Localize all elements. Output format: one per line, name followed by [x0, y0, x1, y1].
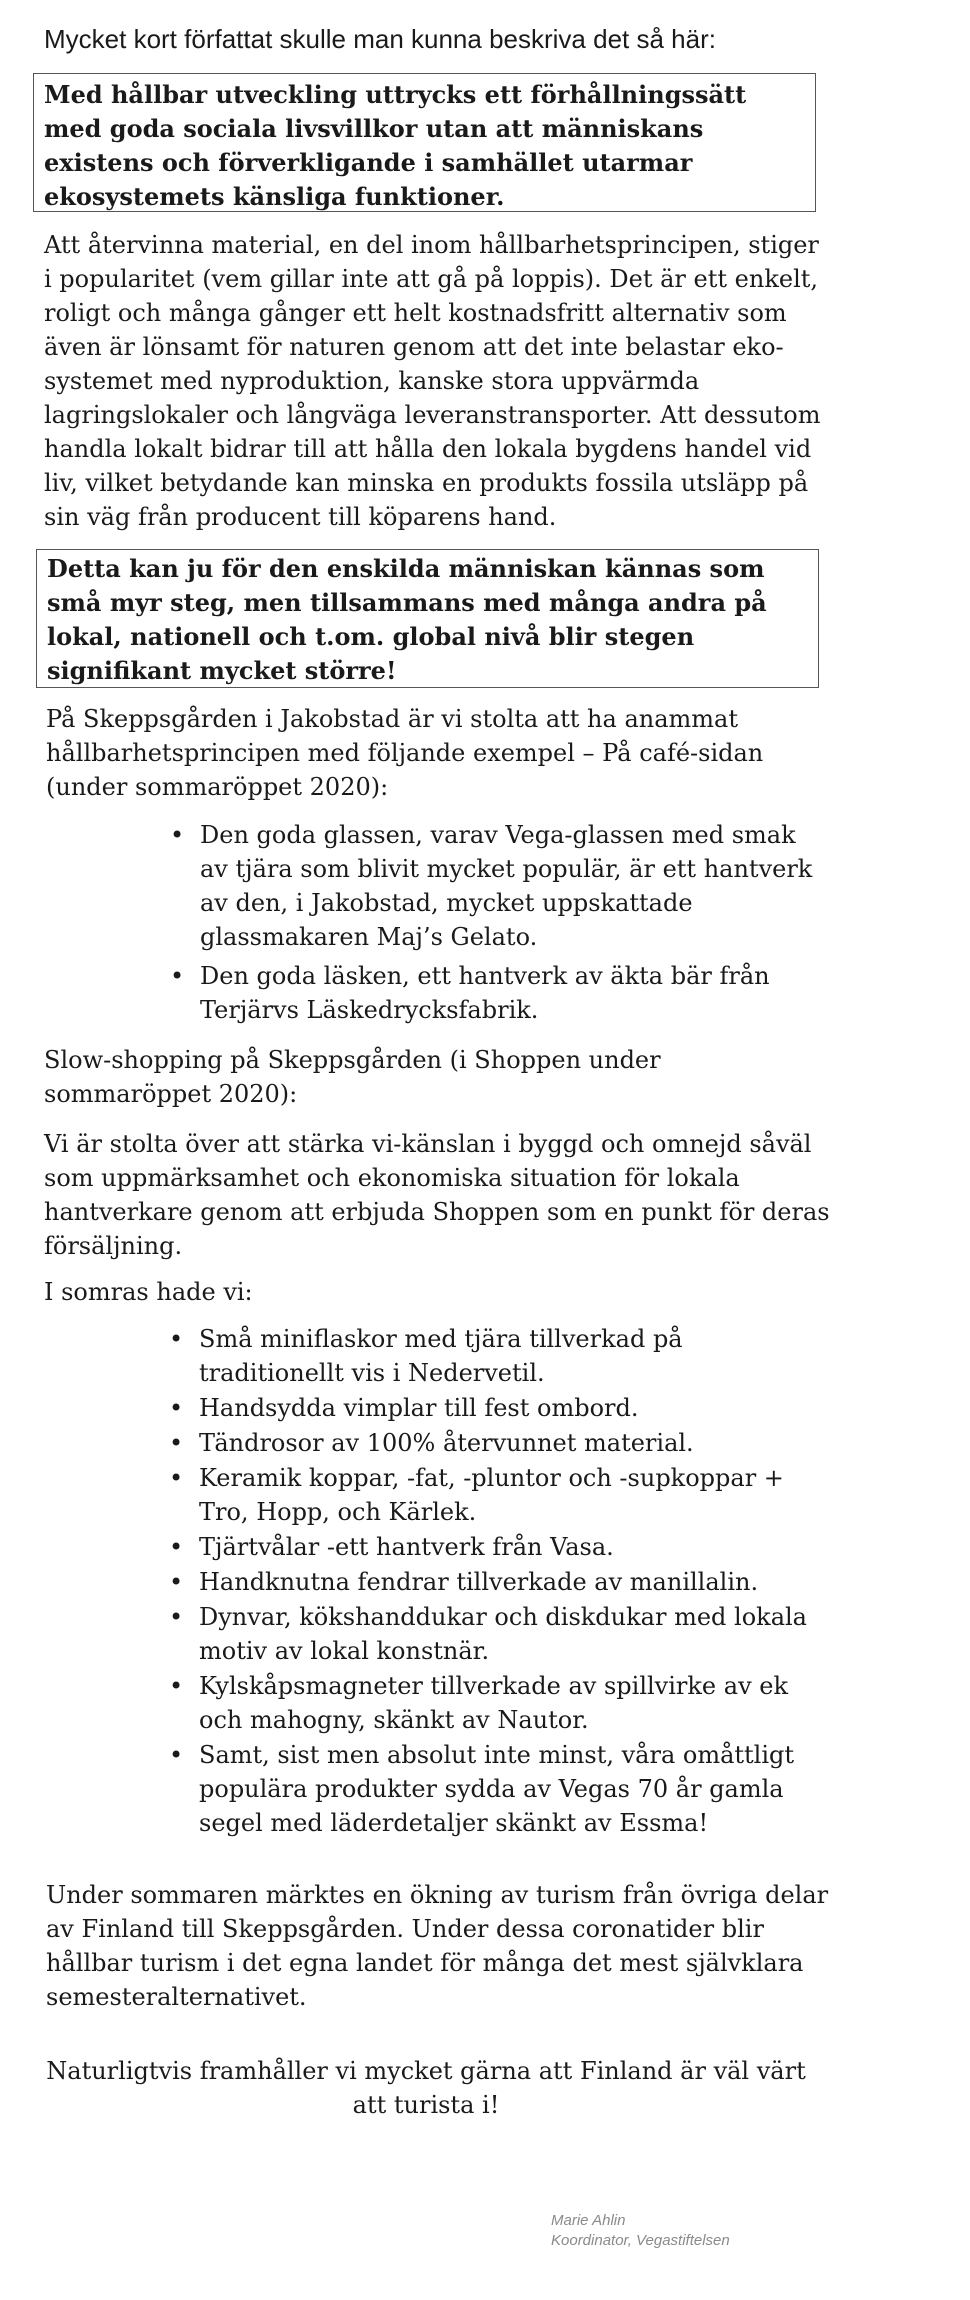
paragraph-recycling: Att återvinna material, en del inom hållbarhetsprincipen, stiger i popularitet (vem gillar inte att gå på loppis). Det är ett enkelt, roligt och många gånger ett helt kostnadsfritt alternativ som även är lönsamt för naturen genom att det inte belastar eko-systemet med nyproduktion, kanske stora uppvärmda lagringslokaler och långväga leveranstransporter. Att dessutom handla lokalt bidrar till att hålla den lokala bygdens handel vid liv, vilket betydande kan minska en produkts fossila utsläpp på sin väg från producent till köparens hand.: [44, 231, 821, 531]
intro-text: Mycket kort författat skulle man kunna beskriva det så här:: [44, 24, 716, 54]
list-item: • Handknutna fendrar tillverkade av manillalin.: [169, 1565, 819, 1599]
cafe-items-list: [170, 818, 820, 1032]
list-item: • Samt, sist men absolut inte minst, våra omåttligt populära produkter sydda av Vegas 70 år gamla segel med läderdetaljer skänkt av Essma!: [169, 1738, 819, 1840]
paragraph-last-summer: I somras hade vi:: [44, 1278, 253, 1306]
paragraph-local-craftsmen: Vi är stolta över att stärka vi-känslan i byggd och omnejd såväl som uppmärksamhet och ekonomiska situation för lokala hantverkare genom att erbjuda Shoppen som en punkt för deras försäljning.: [44, 1130, 830, 1260]
list-item: • Den goda glassen, varav Vega-glassen med smak av tjära som blivit mycket populär, är ett hantverk av den, i Jakobstad, mycket uppskattade glassmakaren Maj’s Gelato.: [170, 818, 820, 954]
paragraph-slow-shopping: Slow-shopping på Skeppsgården (i Shoppen under sommaröppet 2020):: [44, 1046, 661, 1108]
closing-statement: Naturligtvis framhåller vi mycket gärna att Finland är väl värt att turista i!: [46, 2057, 806, 2119]
paragraph-skeppsgarden: På Skeppsgården i Jakobstad är vi stolta att ha anammat hållbarhetsprincipen med följande exempel – På café-sidan (under sommaröppet 2020):: [46, 705, 764, 801]
list-item: • Dynvar, kökshanddukar och diskdukar med lokala motiv av lokal konstnär.: [169, 1600, 819, 1668]
signature: [551, 2211, 730, 2251]
list-item: • Tändrosor av 100% återvunnet material.: [169, 1426, 819, 1460]
list-item: • Små miniflaskor med tjära tillverkad på traditionellt vis i Nedervetil.: [169, 1322, 819, 1390]
callout-box-small-steps: Detta kan ju för den enskilda människan kännas som små myr steg, men tillsammans med många andra på lokal, nationell och t.om. global nivå blir stegen signifikant mycket större!: [36, 549, 819, 688]
list-item: • Tjärtvålar -ett hantverk från Vasa.: [169, 1530, 819, 1564]
list-item: • Kylskåpsmagneter tillverkade av spillvirke av ek och mahogny, skänkt av Nautor.: [169, 1669, 819, 1737]
signature-title: Koordinator, Vegastiftelsen: [551, 2232, 730, 2249]
callout-box-sustainability: Med hållbar utveckling uttrycks ett förhållningssätt med goda sociala livsvillkor utan att människans existens och förverkligande i samhället utarmar ekosystemets känsliga funktioner.: [33, 73, 816, 212]
paragraph-tourism: Under sommaren märktes en ökning av turism från övriga delar av Finland till Skeppsgården. Under dessa coronatider blir hållbar turism i det egna landet för många det mest självklara semesteralternativet.: [46, 1881, 829, 2011]
shop-items-list: [169, 1322, 819, 1841]
signature-name: Marie Ahlin: [551, 2212, 626, 2229]
list-item: • Handsydda vimplar till fest ombord.: [169, 1391, 819, 1425]
list-item: • Den goda läsken, ett hantverk av äkta bär från Terjärvs Läskedrycksfabrik.: [170, 959, 820, 1027]
list-item: • Keramik koppar, -fat, -pluntor och -supkoppar + Tro, Hopp, och Kärlek.: [169, 1461, 819, 1529]
